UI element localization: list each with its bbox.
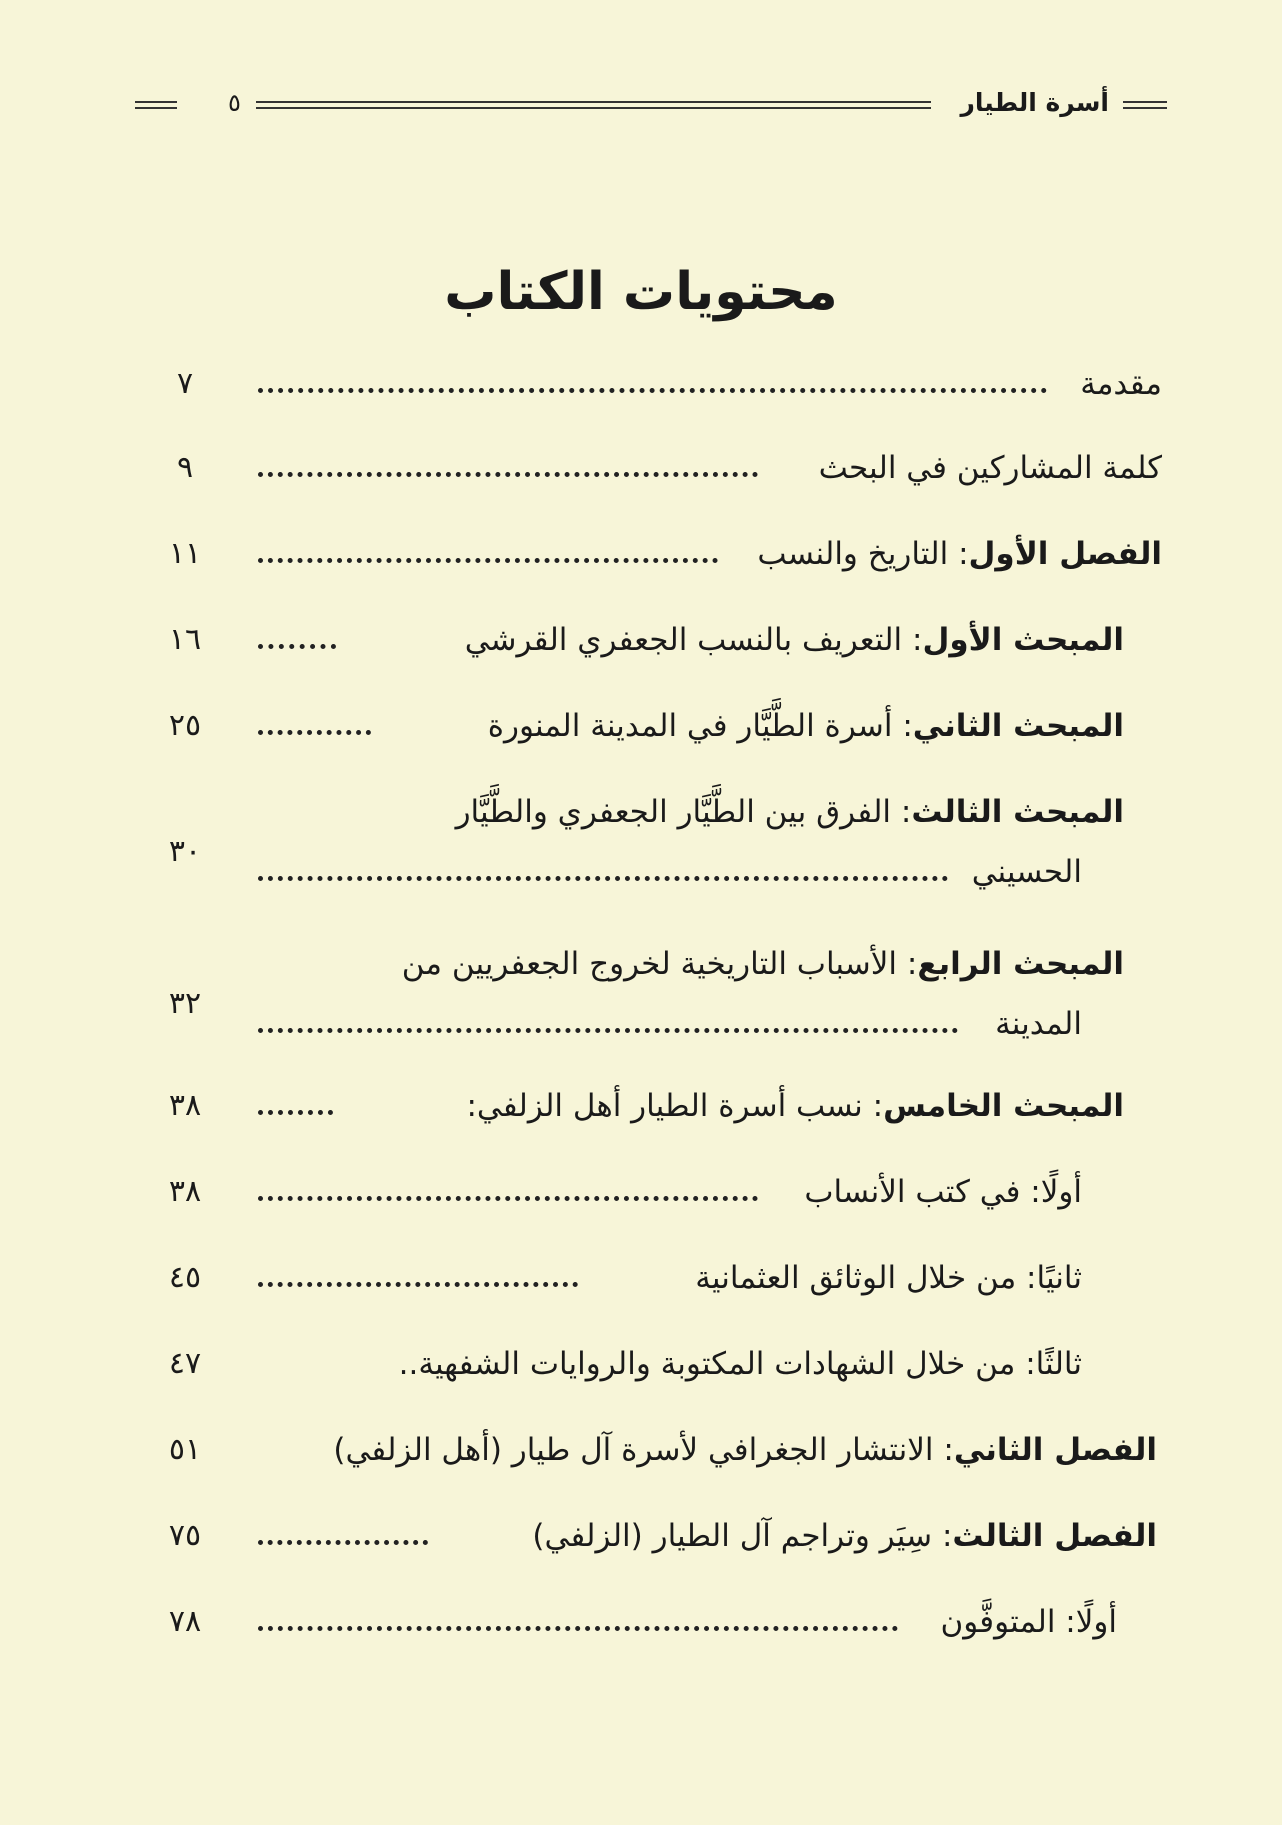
toc-title: محتويات الكتاب xyxy=(444,262,838,322)
toc-entry-page: ٥١ xyxy=(168,1432,202,1467)
toc-entry-text: : التعريف بالنسب الجعفري القرشي xyxy=(464,622,923,658)
toc-entry-text: كلمة المشاركين في البحث xyxy=(818,450,1162,486)
toc-entry-label xyxy=(757,524,1162,584)
toc-entry-page: ٧٥ xyxy=(168,1518,202,1553)
toc-entry-text: أولًا: في كتب الأنساب xyxy=(804,1174,1082,1210)
toc-entry-text: : الفرق بين الطَّيَّار الجعفري والطَّيَّار xyxy=(455,794,912,830)
toc-entry-text-continued: الحسيني xyxy=(971,854,1082,890)
toc-entry xyxy=(0,1334,1282,1394)
toc-entry-bold: الفصل الثاني xyxy=(953,1432,1157,1468)
toc-entry-label xyxy=(1080,354,1162,414)
toc-entry-text: : نسب أسرة الطيار أهل الزلفي: xyxy=(466,1088,884,1124)
toc-entry-label xyxy=(940,1592,1117,1652)
toc-entry-text: مقدمة xyxy=(1080,366,1162,402)
leader-dots xyxy=(258,730,371,735)
toc-entry-label xyxy=(532,1506,1157,1566)
toc-entry-label xyxy=(488,696,1124,756)
toc-entry-bold: المبحث الخامس xyxy=(883,1088,1124,1124)
toc-entry-page: ٩ xyxy=(176,450,194,485)
toc-entry-bold: المبحث الثاني xyxy=(912,708,1124,744)
toc-entry-page: ٢٥ xyxy=(168,708,202,743)
toc-entry xyxy=(0,354,1282,414)
toc-entry-label xyxy=(466,1076,1124,1136)
leader-dots xyxy=(258,1110,333,1115)
toc-entry-page: ٤٥ xyxy=(168,1260,202,1295)
leader-dots xyxy=(258,1028,958,1033)
leader-dots xyxy=(258,1196,758,1201)
toc-entry-page: ٤٧ xyxy=(168,1346,202,1381)
toc-entry-page: ٣٠ xyxy=(168,834,202,869)
toc-entry-bold: المبحث الأول xyxy=(922,622,1124,658)
toc-entry xyxy=(0,1162,1282,1222)
toc-entry xyxy=(0,610,1282,670)
toc-entry xyxy=(0,1420,1282,1480)
toc-entry xyxy=(0,1248,1282,1308)
toc-entry-text: : أسرة الطَّيَّار في المدينة المنورة xyxy=(487,708,913,744)
toc-entry-label xyxy=(804,1162,1082,1222)
page-number: ٥ xyxy=(228,89,241,117)
toc-entry xyxy=(0,1592,1282,1652)
toc-entry-label xyxy=(399,1334,1082,1394)
toc-entry-page: ٣٨ xyxy=(168,1174,202,1209)
toc-entry-text: أولًا: المتوفَّون xyxy=(940,1604,1117,1640)
header-rule-middle xyxy=(256,101,931,109)
leader-dots xyxy=(258,388,1047,393)
toc-entry-bold: الفصل الأول xyxy=(968,536,1162,572)
toc-entry xyxy=(0,1506,1282,1566)
leader-dots xyxy=(258,1282,578,1287)
toc-entry-label xyxy=(819,438,1162,498)
toc-entry-bold: الفصل الثالث xyxy=(952,1518,1157,1554)
toc-entry-page: ٧٨ xyxy=(168,1604,202,1639)
toc-entry-label xyxy=(402,934,1124,994)
toc-entry-page: ١١ xyxy=(168,536,202,571)
toc-entry xyxy=(0,782,1282,902)
toc-entry-text: ثالثًا: من خلال الشهادات المكتوبة والروايات الشفهية.. xyxy=(398,1346,1082,1382)
leader-dots xyxy=(258,876,948,881)
header-rule-left xyxy=(135,101,177,109)
leader-dots xyxy=(258,1540,428,1545)
leader-dots xyxy=(258,558,718,563)
toc-entry-page: ٣٨ xyxy=(168,1088,202,1123)
toc-entry-bold: المبحث الرابع xyxy=(917,946,1124,982)
toc-entry-label xyxy=(695,1248,1082,1308)
toc-entry-text: : التاريخ والنسب xyxy=(757,536,969,572)
header-rule-right xyxy=(1123,101,1167,109)
toc-entry-text: : الأسباب التاريخية لخروج الجعفريين من xyxy=(401,946,918,982)
toc-entry-page: ١٦ xyxy=(168,622,202,657)
toc-entry xyxy=(0,696,1282,756)
toc-entry-text: ثانيًا: من خلال الوثائق العثمانية xyxy=(695,1260,1082,1296)
toc-entry-bold: المبحث الثالث xyxy=(911,794,1124,830)
toc-entry-label xyxy=(465,610,1124,670)
leader-dots xyxy=(258,472,758,477)
toc-entry-label xyxy=(456,782,1124,842)
toc-entry xyxy=(0,934,1282,1054)
toc-entry xyxy=(0,524,1282,584)
toc-entry xyxy=(0,1076,1282,1136)
toc-entry xyxy=(0,438,1282,498)
leader-dots xyxy=(258,644,336,649)
toc-entry-page: ٣٢ xyxy=(168,986,202,1021)
running-header-title: أسرة الطيار xyxy=(960,88,1109,117)
toc-entry-text-continued: المدينة xyxy=(995,1006,1082,1042)
leader-dots xyxy=(258,1626,898,1631)
toc-entry-page: ٧ xyxy=(176,366,194,401)
toc-entry-text: : سِيَر وتراجم آل الطيار (الزلفي) xyxy=(532,1518,953,1554)
toc-entry-label xyxy=(333,1420,1157,1480)
running-header xyxy=(135,85,1167,121)
toc-entry-text: : الانتشار الجغرافي لأسرة آل طيار (أهل الزلفي) xyxy=(333,1432,954,1468)
